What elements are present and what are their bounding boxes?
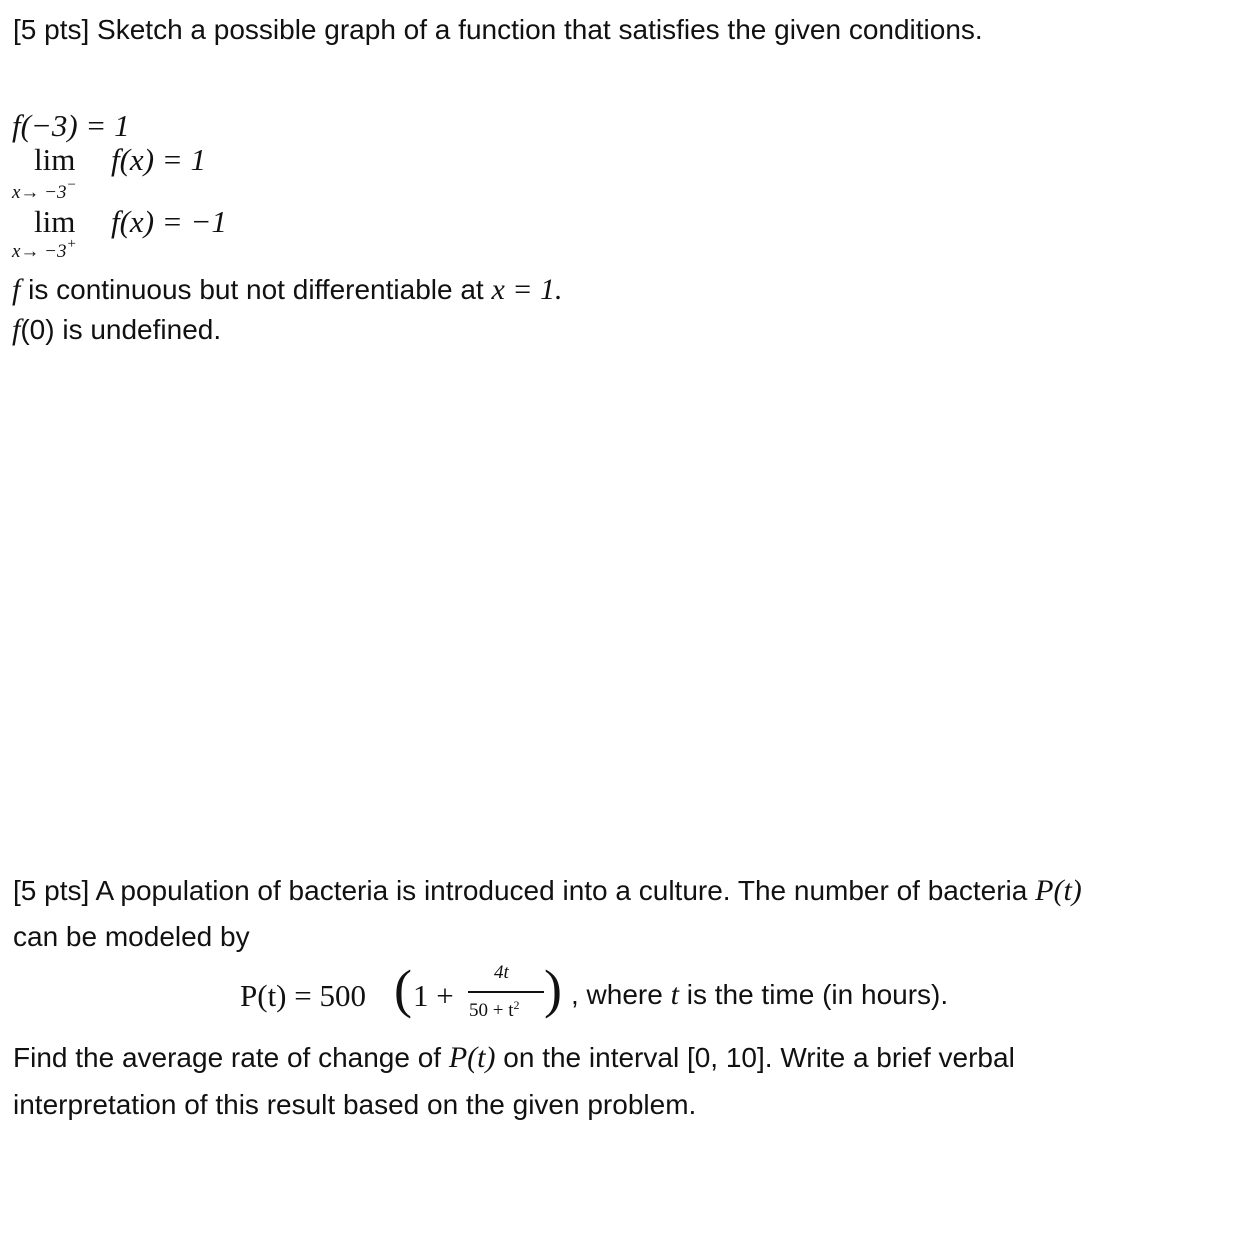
problem2-line2: can be modeled by xyxy=(13,921,250,952)
problem2-line1: [5 pts] A population of bacteria is introduced into a culture. The number of bacteria P(t) xyxy=(13,874,1082,907)
problem2-line4: Find the average rate of change of P(t) on the interval [0, 10]. Write a brief verbal xyxy=(13,1041,1015,1074)
limit-left-subscript: x→ −3− xyxy=(12,177,77,203)
condition-f0-undefined: f(0) is undefined. xyxy=(12,313,222,346)
problem1-points: [5 pts] xyxy=(13,14,90,45)
formula-lhs: P(t) = 500 xyxy=(240,978,366,1013)
limit-right-subscript: x→ −3+ xyxy=(12,236,77,262)
problem1-heading xyxy=(13,16,983,44)
formula-fraction-bar xyxy=(468,991,544,993)
condition-f-of-neg3: f(−3) = 1 xyxy=(12,108,130,143)
problem1-prompt: Sketch a possible graph of a function that satisfies the given conditions. xyxy=(97,14,983,45)
problem2-line5: interpretation of this result based on the given problem. xyxy=(13,1089,697,1120)
formula-close-paren: ) xyxy=(544,959,562,1019)
formula-trailing-text: , where t is the time (in hours). xyxy=(571,978,949,1011)
formula-one-plus: 1 + xyxy=(413,978,454,1013)
formula-open-paren: ( xyxy=(394,959,412,1019)
condition-continuity: f is continuous but not differentiable at x = 1. xyxy=(12,273,563,306)
limit-right-word: lim xyxy=(34,204,76,239)
limit-left-expression: f(x) = 1 xyxy=(111,142,206,177)
limit-right-expression: f(x) = −1 xyxy=(111,204,227,239)
formula-numerator: 4t xyxy=(494,962,509,983)
formula-denominator: $50 + t^2$ xyxy=(469,998,520,1021)
limit-left-word: lim xyxy=(34,142,76,177)
